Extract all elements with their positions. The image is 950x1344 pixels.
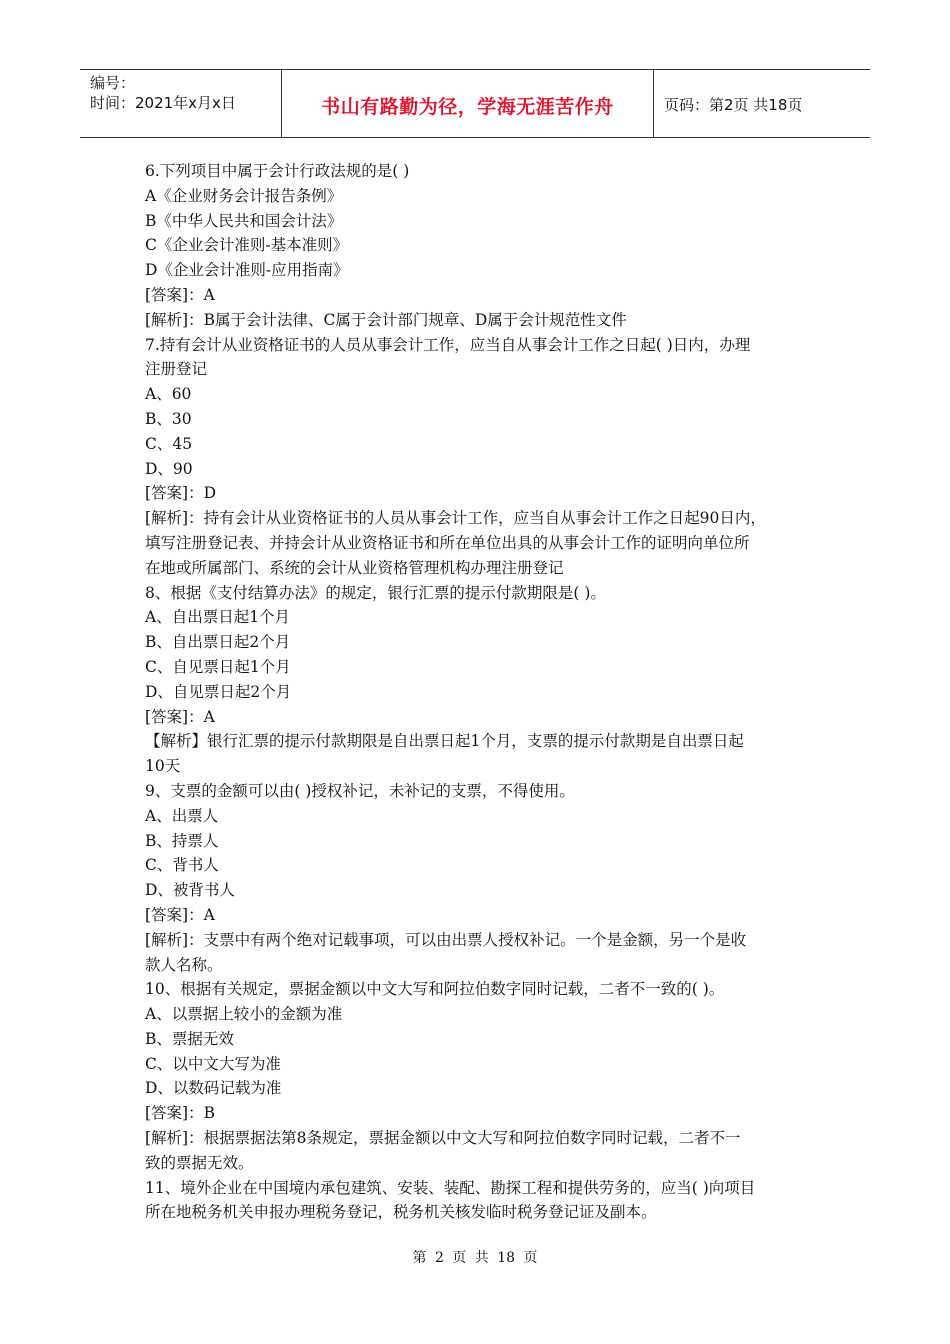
text-line: 填写注册登记表、并持会计从业资格证书和所在单位出具的从事会计工作的证明向单位所 [145, 533, 750, 552]
text-line: B、30 [145, 409, 192, 428]
header-motto: 书山有路勤为径，学海无涯苦作舟 [282, 70, 654, 137]
text-line: C、45 [145, 434, 193, 453]
text-line: C《企业会计准则-基本准则》 [145, 236, 349, 255]
text-line: B《中华人民共和国会计法》 [145, 211, 343, 230]
text-line: 【解析】银行汇票的提示付款期限是自出票日起1个月，支票的提示付款期是自出票日起 [145, 732, 744, 751]
text-line: 款人名称。 [145, 955, 223, 974]
text-line: 10天 [145, 757, 181, 776]
text-line: 6.下列项目中属于会计行政法规的是( ) [145, 162, 410, 180]
text-line: 注册登记 [145, 360, 208, 379]
text-line: [解析]：支票中有两个绝对记载事项，可以由出票人授权补记。一个是金额，另一个是收 [145, 930, 747, 949]
text-line: D、90 [145, 459, 193, 478]
text-line: A、以票据上较小的金额为准 [145, 1005, 343, 1024]
text-line: D、以数码记载为准 [145, 1079, 282, 1098]
page-footer: 第 2 页 共 18 页 [412, 1250, 538, 1266]
text-line: B、自出票日起2个月 [145, 633, 291, 652]
header-page-info: 页码：第2页 共18页 [664, 96, 803, 114]
text-line: A《企业财务会计报告条例》 [145, 186, 343, 205]
text-line: 10、根据有关规定，票据金额以中文大写和阿拉伯数字同时记载，二者不一致的( )。 [145, 980, 725, 999]
header-meta [80, 70, 282, 137]
text-line: [解析]：根据票据法第8条规定，票据金额以中文大写和阿拉伯数字同时记载，二者不一 [145, 1129, 741, 1148]
text-line: A、60 [145, 385, 192, 404]
text-line: [解析]：B属于会计法律、C属于会计部门规章、D属于会计规范性文件 [145, 310, 627, 329]
text-line: D《企业会计准则-应用指南》 [145, 261, 349, 280]
text-line: A、出票人 [145, 806, 219, 825]
text-line: C、背书人 [145, 856, 219, 875]
header-time: 时间：2021年x月x日 [90, 94, 236, 112]
page-header [80, 69, 870, 138]
text-line: 所在地税务机关申报办理税务登记，税务机关核发临时税务登记证及副本。 [145, 1203, 657, 1222]
text-line: B、票据无效 [145, 1029, 234, 1048]
text-line: [答案]：D [145, 484, 217, 503]
header-number: 编号： [90, 74, 136, 92]
text-line: [答案]：A [145, 707, 215, 726]
text-line: 11、境外企业在中国境内承包建筑、安装、装配、勘探工程和提供劳务的，应当( )向项目 [145, 1178, 756, 1197]
document-body [145, 159, 815, 1225]
text-line: [答案]：B [145, 1104, 215, 1123]
text-line: C、以中文大写为准 [145, 1054, 281, 1073]
text-line: B、持票人 [145, 831, 219, 850]
text-line: [答案]：A [145, 285, 215, 304]
text-line: 8、根据《支付结算办法》的规定，银行汇票的提示付款期限是( )。 [145, 583, 606, 602]
text-line: 在地或所属部门、系统的会计从业资格管理机构办理注册登记 [145, 558, 564, 577]
text-line: D、被背书人 [145, 881, 235, 900]
text-line: 7.持有会计从业资格证书的人员从事会计工作，应当自从事会计工作之日起( )日内，办理 [145, 335, 751, 354]
text-line: D、自见票日起2个月 [145, 682, 292, 701]
text-line: 致的票据无效。 [145, 1153, 254, 1172]
text-line: C、自见票日起1个月 [145, 657, 291, 676]
text-line: A、自出票日起1个月 [145, 608, 291, 627]
text-line: 9、支票的金额可以由( )授权补记，未补记的支票，不得使用。 [145, 781, 575, 800]
text-line: [解析]：持有会计从业资格证书的人员从事会计工作，应当自从事会计工作之日起90日内， [145, 509, 766, 528]
text-line: [答案]：A [145, 905, 215, 924]
